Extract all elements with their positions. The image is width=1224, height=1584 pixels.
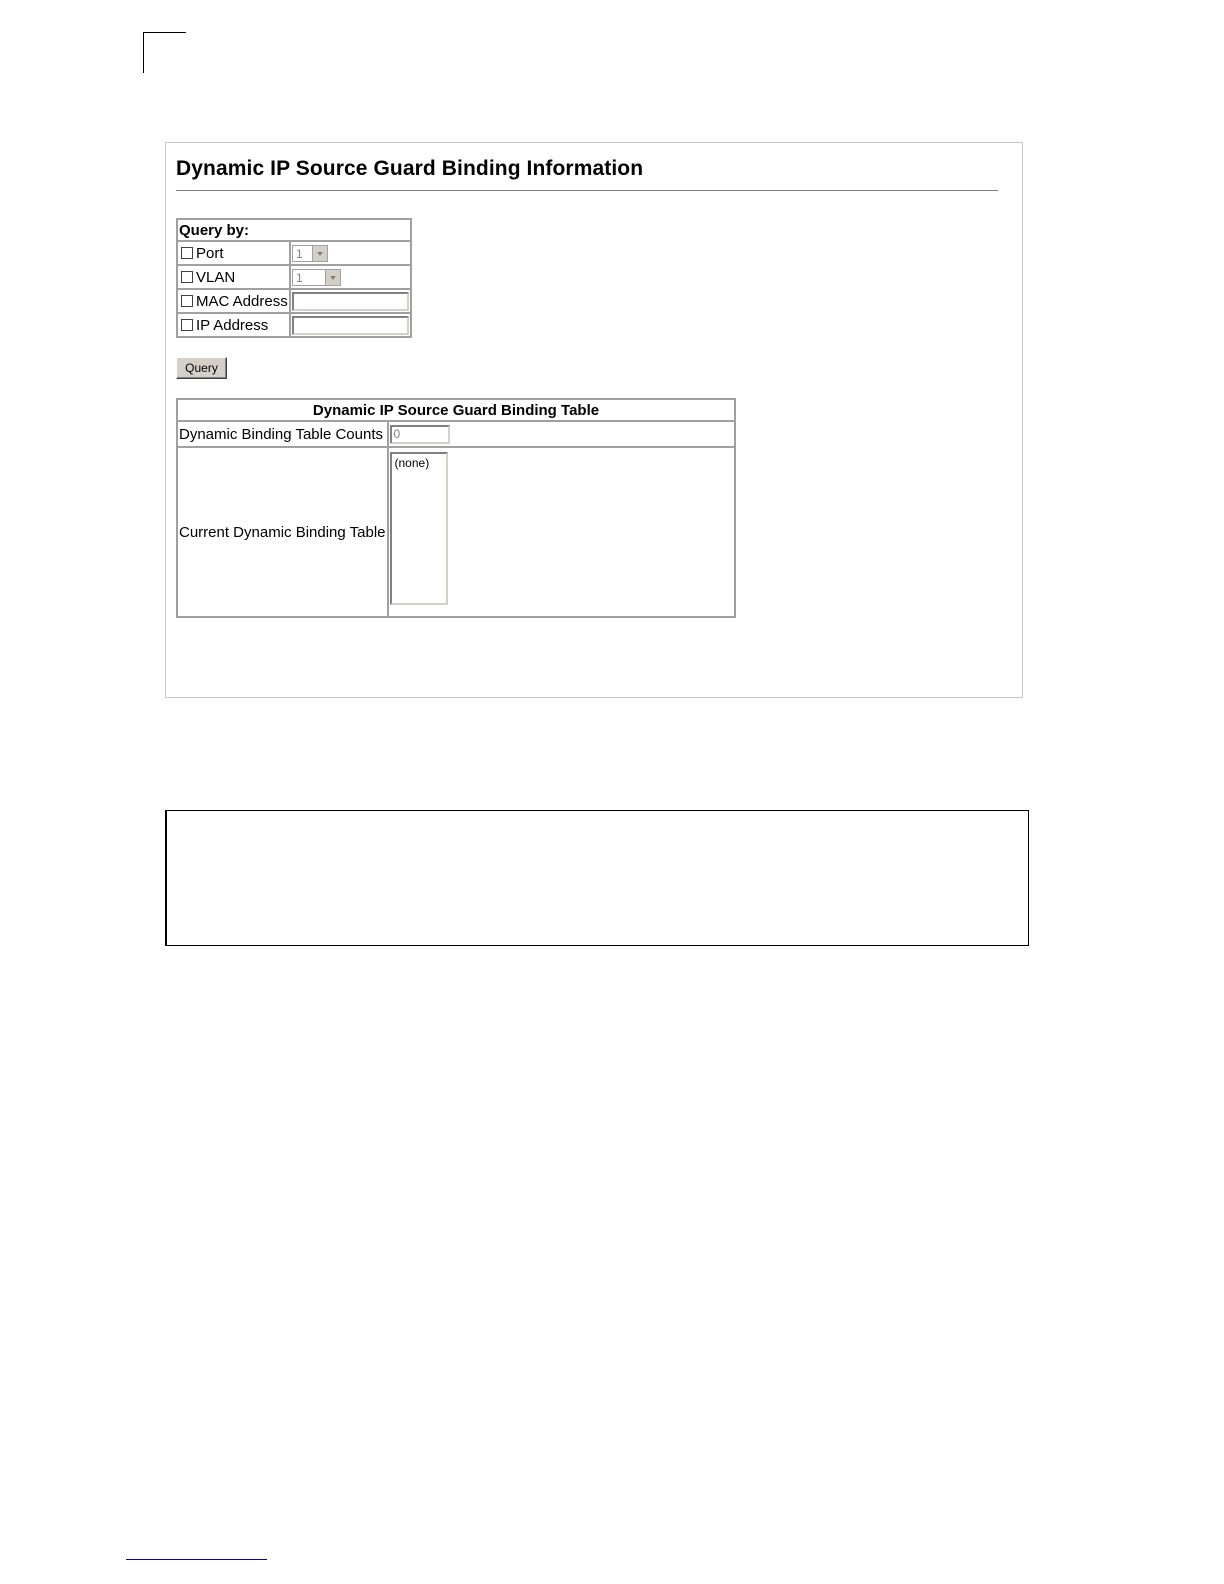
port-label: Port: [196, 244, 224, 262]
port-select-value: 1: [296, 246, 303, 261]
query-row-port: [177, 241, 411, 265]
vlan-select[interactable]: [292, 269, 341, 286]
title-divider: [176, 190, 998, 191]
list-item[interactable]: (none): [394, 456, 430, 470]
binding-counts-field[interactable]: 0: [390, 425, 450, 444]
mac-address-checkbox[interactable]: [181, 295, 193, 307]
query-row-vlan: [177, 265, 411, 289]
binding-table-title: Dynamic IP Source Guard Binding Table: [177, 399, 735, 421]
query-header: Query by:: [177, 219, 411, 241]
current-binding-label: Current Dynamic Binding Table: [177, 447, 388, 617]
port-checkbox[interactable]: [181, 247, 193, 259]
mac-address-label: MAC Address: [196, 292, 288, 310]
query-button[interactable]: Query: [176, 357, 227, 379]
vlan-select-value: 1: [296, 270, 303, 285]
ip-address-checkbox[interactable]: [181, 319, 193, 331]
note-box: [165, 810, 1029, 946]
vlan-checkbox[interactable]: [181, 271, 193, 283]
chevron-down-icon: [312, 246, 327, 261]
query-form-table: [176, 218, 412, 338]
chevron-down-icon: [325, 270, 340, 285]
vlan-label: VLAN: [196, 268, 236, 286]
mac-address-input[interactable]: [292, 292, 409, 311]
binding-counts-row: [177, 421, 735, 447]
port-select[interactable]: [292, 245, 328, 262]
page-title: Dynamic IP Source Guard Binding Information: [176, 157, 644, 180]
crop-mark: [143, 32, 186, 73]
query-row-mac: [177, 289, 411, 313]
query-row-ip: [177, 313, 411, 337]
current-binding-row: [177, 447, 735, 617]
ip-address-label: IP Address: [196, 316, 269, 334]
binding-counts-label: Dynamic Binding Table Counts: [177, 421, 388, 447]
ip-address-input[interactable]: [292, 316, 409, 335]
binding-info-panel: [165, 142, 1023, 698]
current-binding-listbox[interactable]: [390, 452, 448, 605]
binding-table: [176, 398, 736, 618]
footer-rule: [126, 1559, 267, 1560]
